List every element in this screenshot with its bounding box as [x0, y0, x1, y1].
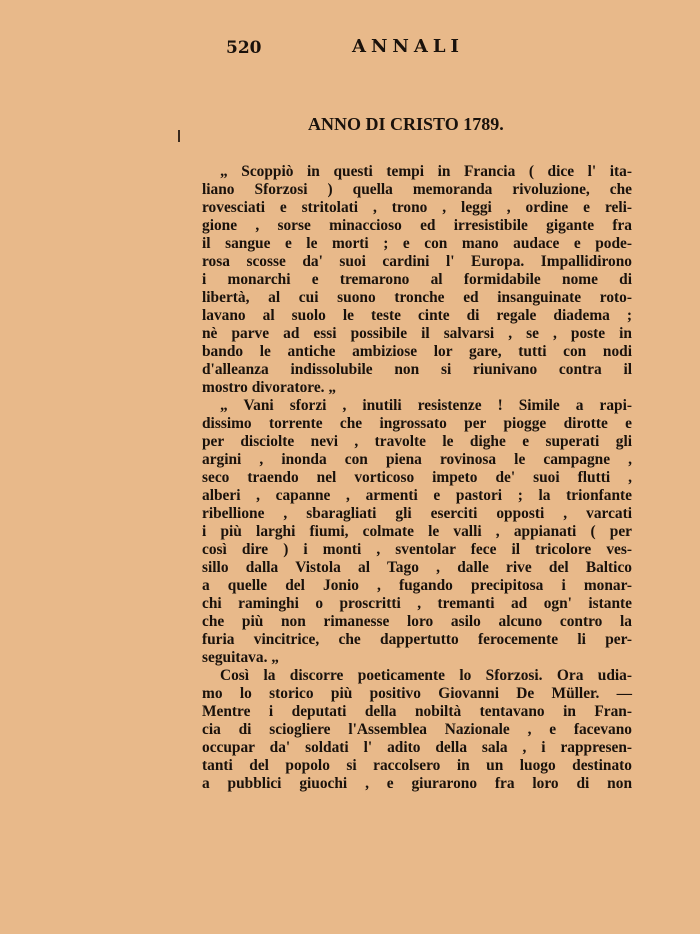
text-line: i monarchi e tremarono al formidabile nome di	[202, 271, 632, 288]
text-line: rovesciati e stritolati , trono , leggi , ordine e reli-	[202, 199, 632, 216]
text-line: a pubblici giuochi , e giurarono fra loro di non	[202, 775, 632, 792]
text-line: mostro divoratore. „	[202, 379, 337, 396]
text-line: lavano al suolo le teste cinte di regale diadema ;	[202, 307, 632, 324]
text-line: rosa scosse da' suoi cardini l' Europa. Impallidirono	[202, 253, 632, 270]
text-line: bando le antiche ambiziose lor gare, tutti con nodi	[202, 343, 632, 360]
text-line: Così la discorre poeticamente lo Sforzosi. Ora udia-	[220, 667, 632, 684]
text-line: ribellione , sbaragliati gli eserciti opposti , varcati	[202, 505, 632, 522]
text-line: „ Scoppiò in questi tempi in Francia ( dice l' ita-	[220, 163, 632, 180]
text-line: „ Vani sforzi , inutili resistenze ! Simile a rapi-	[220, 397, 632, 414]
text-line: così dire ) i monti , sventolar fece il tricolore ves-	[202, 541, 632, 558]
text-line: occupar da' soldati l' adito della sala , i rappresen-	[202, 739, 632, 756]
text-line: furia vincitrice, che dappertutto ferocemente li per-	[202, 631, 632, 648]
text-line: seco traendo nel vorticoso impeto de' suoi flutti ,	[202, 469, 632, 486]
text-line: che più non rimanesse loro asilo alcuno contro la	[202, 613, 632, 630]
text-line: il sangue e le morti ; e con mano audace e pode-	[202, 235, 632, 252]
text-line: tanti del popolo si raccolsero in un luogo destinato	[202, 757, 632, 774]
text-line: gione , sorse minaccioso ed irresistibile gigante fra	[202, 217, 632, 234]
text-line: mo lo storico più positivo Giovanni De Müller. —	[202, 685, 632, 702]
text-line: a quelle del Jonio , fugando precipitosa i monar-	[202, 577, 632, 594]
text-line: liano Sforzosi ) quella memoranda rivoluzione, che	[202, 181, 632, 198]
text-line: libertà, al cui suono tronche ed insanguinate roto-	[202, 289, 632, 306]
text-line: d'alleanza indissolubile non si riunivano contra il	[202, 361, 632, 378]
page-number: 520	[226, 38, 262, 58]
text-line: per disciolte nevi , travolte le dighe e superati gli	[202, 433, 632, 450]
margin-mark	[178, 130, 180, 142]
text-line: sillo dalla Vistola al Tago , dalle rive del Baltico	[202, 559, 632, 576]
text-line: alberi , capanne , armenti e pastori ; la trionfante	[202, 487, 632, 504]
text-line: cia di sciogliere l'Assemblea Nazionale , e facevano	[202, 721, 632, 738]
text-line: i più larghi fiumi, colmate le valli , appianati ( per	[202, 523, 632, 540]
body-text	[202, 163, 632, 793]
text-line: argini , inonda con piena rovinosa le campagne ,	[202, 451, 632, 468]
text-line: Mentre i deputati della nobiltà tentavano in Fran-	[202, 703, 632, 720]
section-title: ANNO DI CRISTO 1789.	[308, 114, 504, 134]
running-head: ANNALI	[352, 36, 464, 57]
text-line: dissimo torrente che ingrossato per piogge dirotte e	[202, 415, 632, 432]
text-line: seguitava. „	[202, 649, 279, 666]
text-line: nè parve ad essi possibile il salvarsi , se , poste in	[202, 325, 632, 342]
text-line: chi raminghi o proscritti , tremanti ad ogn' istante	[202, 595, 632, 612]
